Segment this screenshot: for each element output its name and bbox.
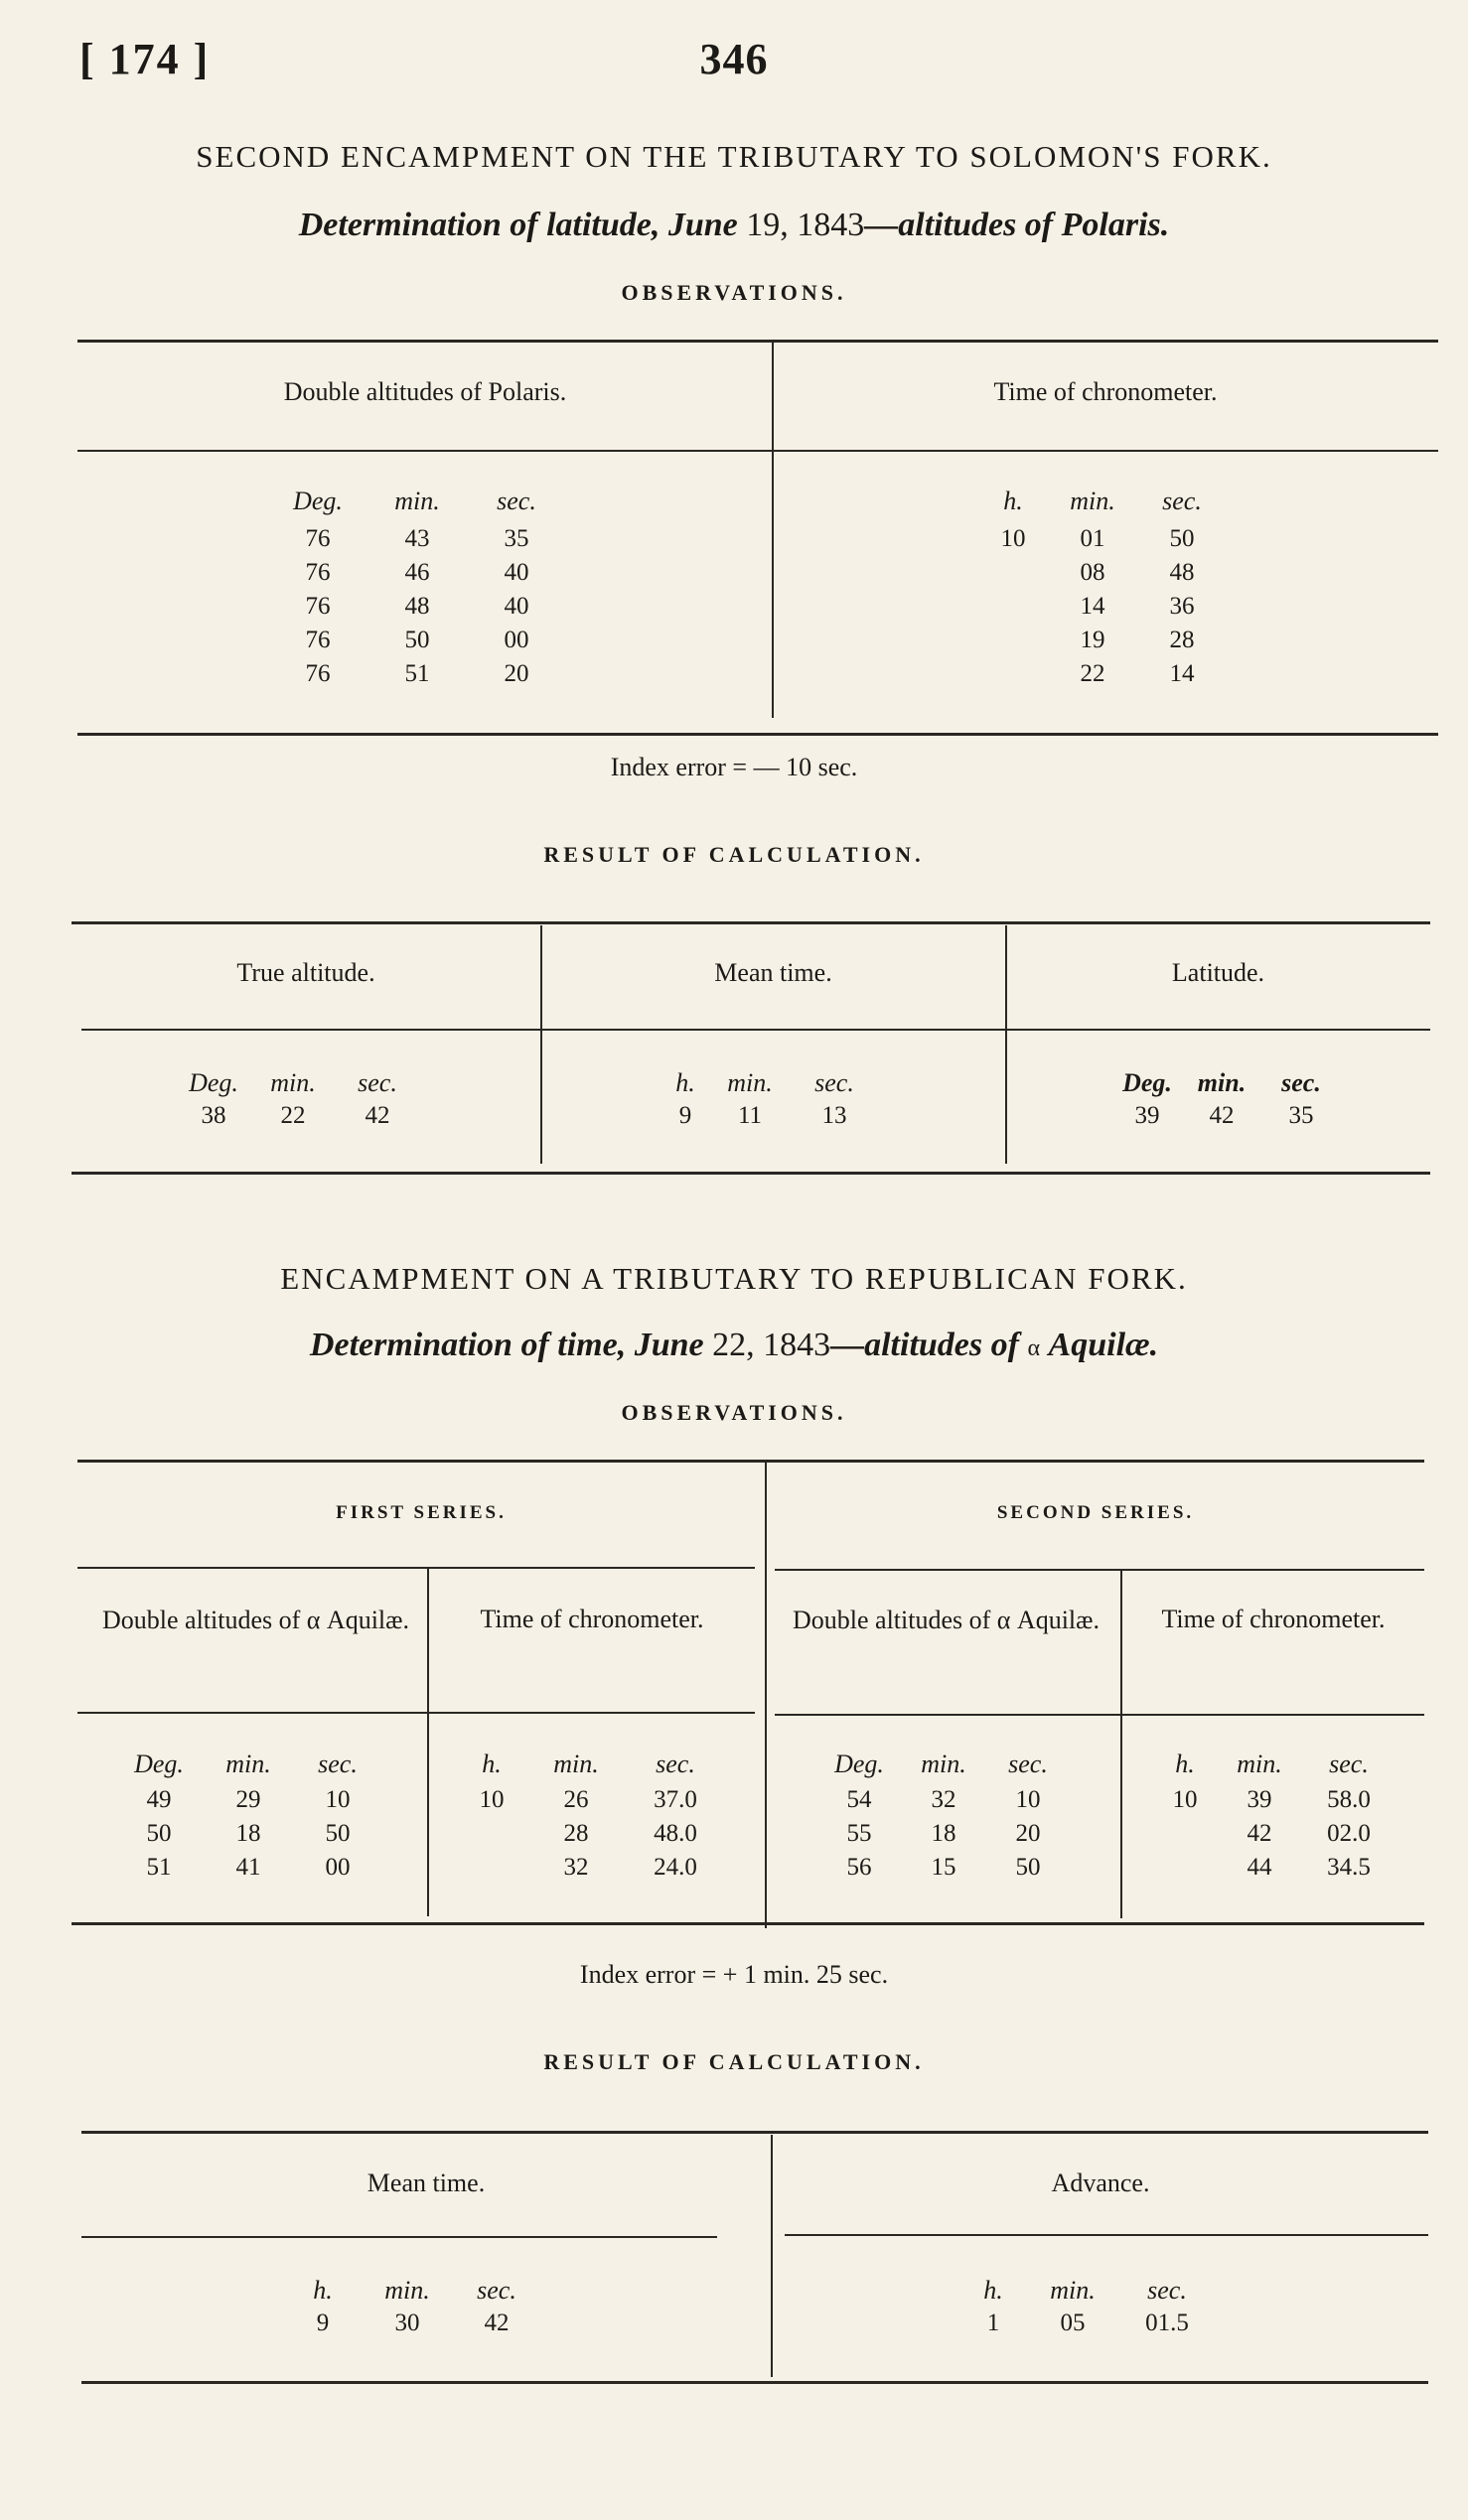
tsec-value: 28 xyxy=(1169,627,1195,653)
min-value: 48 xyxy=(404,593,430,620)
tmin-value: 01 xyxy=(1080,525,1105,552)
unit-deg: Deg. xyxy=(134,1750,184,1778)
header-advance: Advance. xyxy=(1051,2169,1150,2197)
sec-value: 48.0 xyxy=(654,1820,697,1847)
unit-deg: Deg. xyxy=(1122,1068,1172,1097)
sec-value: 10 xyxy=(1015,1786,1041,1813)
rule xyxy=(77,1712,427,1714)
deg-value: 76 xyxy=(305,593,331,620)
min-value: 43 xyxy=(404,525,430,552)
page-number: 346 xyxy=(699,35,769,83)
unit-min: min. xyxy=(1237,1750,1282,1778)
sec-value: 20 xyxy=(504,660,529,687)
value-sec: 13 xyxy=(821,1102,847,1129)
min-value: 41 xyxy=(235,1854,261,1881)
sec-value: 02.0 xyxy=(1327,1820,1371,1847)
value-sec: 35 xyxy=(1288,1102,1314,1129)
sec-value: 10 xyxy=(325,1786,351,1813)
sec-value: 00 xyxy=(504,627,529,653)
rule xyxy=(72,1172,1430,1175)
unit-min: min. xyxy=(270,1068,316,1097)
deg-value: 76 xyxy=(305,525,331,552)
deg-value: 56 xyxy=(846,1854,872,1881)
unit-min: min. xyxy=(1050,2276,1096,2305)
rule xyxy=(72,921,1430,924)
rule xyxy=(72,1922,1424,1925)
unit-sec: sec. xyxy=(477,2276,516,2305)
rule xyxy=(81,1029,1430,1031)
header-latitude: Latitude. xyxy=(1171,958,1265,987)
rule xyxy=(81,2236,717,2238)
unit-deg: Deg. xyxy=(189,1068,238,1097)
hour-value: 10 xyxy=(479,1786,505,1813)
tsec-value: 36 xyxy=(1169,593,1195,620)
rule xyxy=(785,2234,1428,2236)
sec-value: 35 xyxy=(504,525,529,552)
unit-sec: sec. xyxy=(1008,1750,1048,1778)
unit-deg: Deg. xyxy=(293,487,343,515)
unit-h: h. xyxy=(1175,1750,1195,1778)
min-value: 51 xyxy=(404,660,430,687)
unit-sec: sec. xyxy=(497,487,536,515)
unit-min: min. xyxy=(1197,1068,1247,1097)
deg-value: 54 xyxy=(846,1786,872,1813)
rule xyxy=(775,1569,1424,1571)
deg-value: 55 xyxy=(846,1820,872,1847)
subtitle-part-b: 19, 1843 xyxy=(746,207,865,243)
s1-time-cell xyxy=(462,1750,730,1889)
sec-value: 00 xyxy=(325,1854,351,1881)
header-s2-altitudes: Double altitudes of α Aquilæ. xyxy=(793,1606,1100,1634)
unit-h: h. xyxy=(482,1750,502,1778)
unit-sec: sec. xyxy=(814,1068,854,1097)
min-value: 15 xyxy=(931,1854,956,1881)
subtitle-part-b: 22, 1843 xyxy=(712,1327,831,1363)
rule xyxy=(81,2381,1428,2384)
unit-min: min. xyxy=(384,2276,430,2305)
min-value: 44 xyxy=(1247,1854,1272,1881)
unit-sec: sec. xyxy=(358,1068,397,1097)
unit-min: min. xyxy=(553,1750,599,1778)
value-min: 30 xyxy=(394,2310,420,2336)
min-value: 18 xyxy=(235,1820,261,1847)
min-value: 26 xyxy=(563,1786,589,1813)
alpha-symbol: α xyxy=(1027,1335,1041,1361)
unit-deg: Deg. xyxy=(834,1750,884,1778)
value-min: 42 xyxy=(1209,1102,1235,1129)
unit-sec: sec. xyxy=(656,1750,695,1778)
sec-value: 24.0 xyxy=(654,1854,697,1881)
tmin-value: 14 xyxy=(1080,593,1105,620)
unit-min: min. xyxy=(394,487,440,515)
index-error: Index error = — 10 sec. xyxy=(610,753,858,781)
min-value: 18 xyxy=(931,1820,956,1847)
left-page-number: [ 174 ] xyxy=(79,35,211,83)
rule xyxy=(81,2131,1428,2134)
unit-h: h. xyxy=(1003,487,1023,515)
unit-min: min. xyxy=(921,1750,966,1778)
result-label: RESULT OF CALCULATION. xyxy=(543,842,925,867)
rule xyxy=(77,340,1438,343)
subtitle-part-c: —altitudes of xyxy=(830,1327,1019,1363)
header-true-altitude: True altitude. xyxy=(236,958,375,987)
deg-value: 76 xyxy=(305,559,331,586)
value-min: 05 xyxy=(1060,2310,1086,2336)
value-min: 22 xyxy=(280,1102,306,1129)
s1-altitudes-cell xyxy=(129,1750,397,1889)
tsec-value: 50 xyxy=(1169,525,1195,552)
deg-value: 49 xyxy=(146,1786,172,1813)
min-value: 32 xyxy=(931,1786,956,1813)
header-s1-altitudes: Double altitudes of α Aquilæ. xyxy=(102,1606,409,1634)
value-deg: 39 xyxy=(1134,1102,1160,1129)
s2-time-cell xyxy=(1155,1750,1413,1889)
index-error: Index error = + 1 min. 25 sec. xyxy=(579,1960,889,1989)
unit-min: min. xyxy=(727,1068,773,1097)
unit-h: h. xyxy=(983,2276,1003,2305)
col-header-chronometer: Time of chronometer. xyxy=(993,377,1218,406)
second-series-label: SECOND SERIES. xyxy=(996,1502,1195,1523)
deg-value: 50 xyxy=(146,1820,172,1847)
unit-h: h. xyxy=(675,1068,695,1097)
rule xyxy=(1122,1714,1424,1716)
chronometer-data xyxy=(983,522,1281,701)
value-h: 1 xyxy=(986,2310,1000,2336)
unit-min: min. xyxy=(225,1750,271,1778)
col-header-altitudes: Double altitudes of Polaris. xyxy=(283,377,567,406)
section1-subtitle xyxy=(0,207,1468,244)
sec-value: 58.0 xyxy=(1327,1786,1371,1813)
header-s1-chronometer: Time of chronometer. xyxy=(480,1605,704,1633)
value-h: 9 xyxy=(678,1102,692,1129)
sec-value: 37.0 xyxy=(654,1786,697,1813)
rule xyxy=(77,1567,755,1569)
min-value: 39 xyxy=(1247,1786,1272,1813)
unit-sec: sec. xyxy=(1147,2276,1187,2305)
subtitle-part-a: Determination of latitude, June xyxy=(298,207,738,243)
sec-value: 34.5 xyxy=(1327,1854,1371,1881)
value-sec: 42 xyxy=(484,2310,510,2336)
value-deg: 38 xyxy=(201,1102,226,1129)
value-min: 11 xyxy=(737,1102,763,1129)
result-label: RESULT OF CALCULATION. xyxy=(543,2049,925,2074)
hour-value: 10 xyxy=(1172,1786,1198,1813)
min-value: 29 xyxy=(235,1786,261,1813)
header-mean-time: Mean time. xyxy=(367,2169,486,2197)
tmin-value: 22 xyxy=(1080,660,1105,687)
tsec-value: 48 xyxy=(1169,559,1195,586)
unit-sec: sec. xyxy=(1162,487,1202,515)
unit-sec: sec. xyxy=(1281,1068,1321,1097)
min-value: 32 xyxy=(563,1854,589,1881)
sec-value: 40 xyxy=(504,593,529,620)
sec-value: 50 xyxy=(1015,1854,1041,1881)
header-mean-time: Mean time. xyxy=(714,958,832,987)
rule xyxy=(427,1712,755,1714)
section2-title: ENCAMPMENT ON A TRIBUTARY TO REPUBLICAN FORK. xyxy=(280,1261,1188,1296)
sec-value: 50 xyxy=(325,1820,351,1847)
min-value: 28 xyxy=(563,1820,589,1847)
rule xyxy=(77,1460,1424,1463)
subtitle-part-a: Determination of time, June xyxy=(309,1327,704,1363)
subtitle-part-d: Aquilæ. xyxy=(1048,1327,1159,1363)
rule xyxy=(77,733,1438,736)
observations-label: OBSERVATIONS. xyxy=(621,280,847,305)
min-value: 42 xyxy=(1247,1820,1272,1847)
first-series-label: FIRST SERIES. xyxy=(336,1502,507,1523)
value-sec: 42 xyxy=(365,1102,390,1129)
unit-h: h. xyxy=(313,2276,333,2305)
deg-value: 51 xyxy=(146,1854,172,1881)
tsec-value: 14 xyxy=(1169,660,1195,687)
value-h: 9 xyxy=(316,2310,330,2336)
tmin-value: 19 xyxy=(1080,627,1105,653)
section2-subtitle xyxy=(0,1327,1468,1364)
value-sec: 01.5 xyxy=(1145,2310,1189,2336)
altitudes-data xyxy=(288,522,586,701)
subtitle-part-c: —altitudes of Polaris. xyxy=(864,207,1170,243)
section1-title: SECOND ENCAMPMENT ON THE TRIBUTARY TO SOLOMON'S FORK. xyxy=(196,139,1272,174)
unit-sec: sec. xyxy=(1329,1750,1369,1778)
hour-value: 10 xyxy=(1000,525,1026,552)
sec-value: 40 xyxy=(504,559,529,586)
sec-value: 20 xyxy=(1015,1820,1041,1847)
min-value: 46 xyxy=(404,559,430,586)
unit-sec: sec. xyxy=(318,1750,358,1778)
observations-label: OBSERVATIONS. xyxy=(621,1400,847,1425)
unit-min: min. xyxy=(1070,487,1115,515)
series-divider xyxy=(765,1462,767,1928)
tmin-value: 08 xyxy=(1080,559,1105,586)
header-s2-chronometer: Time of chronometer. xyxy=(1161,1605,1386,1633)
s2-altitudes-cell xyxy=(829,1750,1098,1889)
deg-value: 76 xyxy=(305,660,331,687)
rule xyxy=(77,450,1438,452)
rule xyxy=(775,1714,1120,1716)
deg-value: 76 xyxy=(305,627,331,653)
min-value: 50 xyxy=(404,627,430,653)
